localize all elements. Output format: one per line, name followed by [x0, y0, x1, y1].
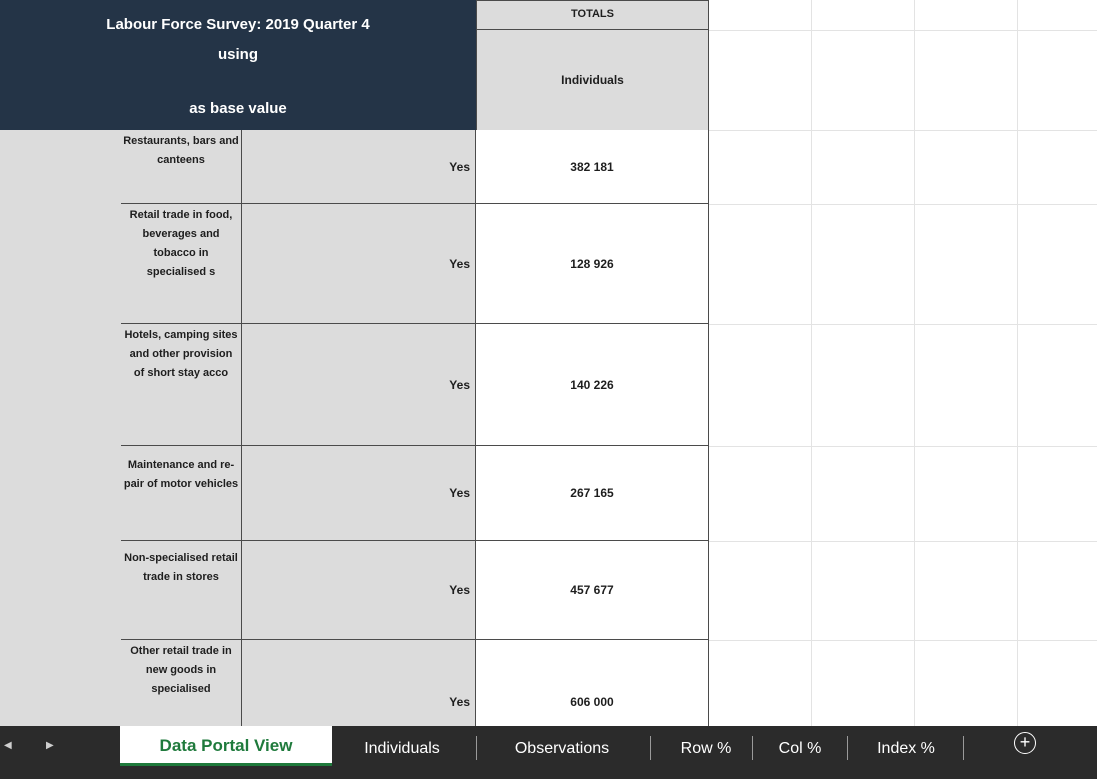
- flag-cell[interactable]: [242, 541, 476, 640]
- grid-line: [708, 204, 1097, 205]
- table-row: [121, 324, 709, 446]
- grid-line: [708, 30, 1097, 31]
- flag-text: Yes: [449, 486, 470, 500]
- value-cell[interactable]: [476, 640, 709, 726]
- table-row: [121, 541, 709, 640]
- flag-text: Yes: [449, 377, 470, 392]
- grid-line: [708, 640, 1097, 641]
- flag-cell[interactable]: [242, 204, 476, 324]
- report-title: Labour Force Survey: 2019 Quarter 4: [106, 16, 370, 33]
- category-cell[interactable]: Hotels, camping sites and other provision of short stay acco: [121, 324, 242, 446]
- flag-cell[interactable]: [242, 130, 476, 204]
- flag-text: Yes: [449, 256, 470, 271]
- tab-separator: [476, 736, 477, 760]
- tab-separator: [650, 736, 651, 760]
- value-cell[interactable]: [476, 130, 709, 204]
- value-text: 457 677: [570, 583, 614, 597]
- value-cell[interactable]: [476, 446, 709, 541]
- totals-header-cell[interactable]: TOTALS: [476, 0, 709, 30]
- report-header[interactable]: [0, 0, 476, 130]
- value-text: 606 000: [570, 694, 614, 709]
- table-row: [121, 640, 709, 726]
- report-using: using: [218, 46, 258, 63]
- category-cell[interactable]: Retail trade in food, beverages and tobacco in specialised s: [121, 204, 242, 324]
- tab-separator: [752, 736, 753, 760]
- tab-separator: [847, 736, 848, 760]
- category-cell[interactable]: Restaurants, bars and canteens: [121, 130, 242, 204]
- category-cell[interactable]: Maintenance and re-pair of motor vehicles: [121, 446, 242, 541]
- grid-line: [708, 324, 1097, 325]
- grid-line: [811, 0, 812, 726]
- tab-separator: [963, 736, 964, 760]
- tab-index-percent[interactable]: Index %: [877, 740, 935, 757]
- tab-col-percent[interactable]: Col %: [778, 740, 822, 757]
- grid-line: [708, 130, 1097, 131]
- sheet-tab-bar: [0, 726, 1097, 779]
- individuals-header-cell[interactable]: Individuals: [476, 29, 709, 131]
- scroll-left-icon[interactable]: ◀: [4, 740, 12, 751]
- flag-text: Yes: [449, 583, 470, 597]
- tab-data-portal-view[interactable]: Data Portal View: [120, 726, 332, 766]
- tab-row-percent[interactable]: Row %: [680, 740, 732, 757]
- grid-line: [708, 446, 1097, 447]
- flag-cell[interactable]: [242, 324, 476, 446]
- value-text: 382 181: [570, 159, 614, 174]
- tab-observations[interactable]: Observations: [514, 740, 610, 757]
- value-cell[interactable]: [476, 541, 709, 640]
- table-row: [121, 130, 709, 204]
- value-text: 140 226: [570, 377, 614, 392]
- blank-label-column[interactable]: [0, 130, 122, 726]
- grid-line: [1017, 0, 1018, 726]
- grid-line: [914, 0, 915, 726]
- flag-text: Yes: [449, 694, 470, 709]
- report-base-value: as base value: [189, 100, 287, 117]
- value-cell[interactable]: [476, 204, 709, 324]
- tab-individuals[interactable]: Individuals: [364, 740, 440, 757]
- table-row: [121, 446, 709, 541]
- value-text: 267 165: [570, 486, 614, 500]
- value-text: 128 926: [570, 256, 614, 271]
- flag-cell[interactable]: [242, 446, 476, 541]
- flag-text: Yes: [449, 159, 470, 174]
- category-cell[interactable]: Other retail trade in new goods in specialised: [121, 640, 242, 726]
- add-sheet-icon[interactable]: +: [1014, 732, 1036, 754]
- scroll-right-icon[interactable]: ▶: [46, 740, 54, 751]
- table-row: [121, 204, 709, 324]
- flag-cell[interactable]: [242, 640, 476, 726]
- grid-line: [708, 541, 1097, 542]
- value-cell[interactable]: [476, 324, 709, 446]
- category-cell[interactable]: Non-specialised retail trade in stores: [121, 541, 242, 640]
